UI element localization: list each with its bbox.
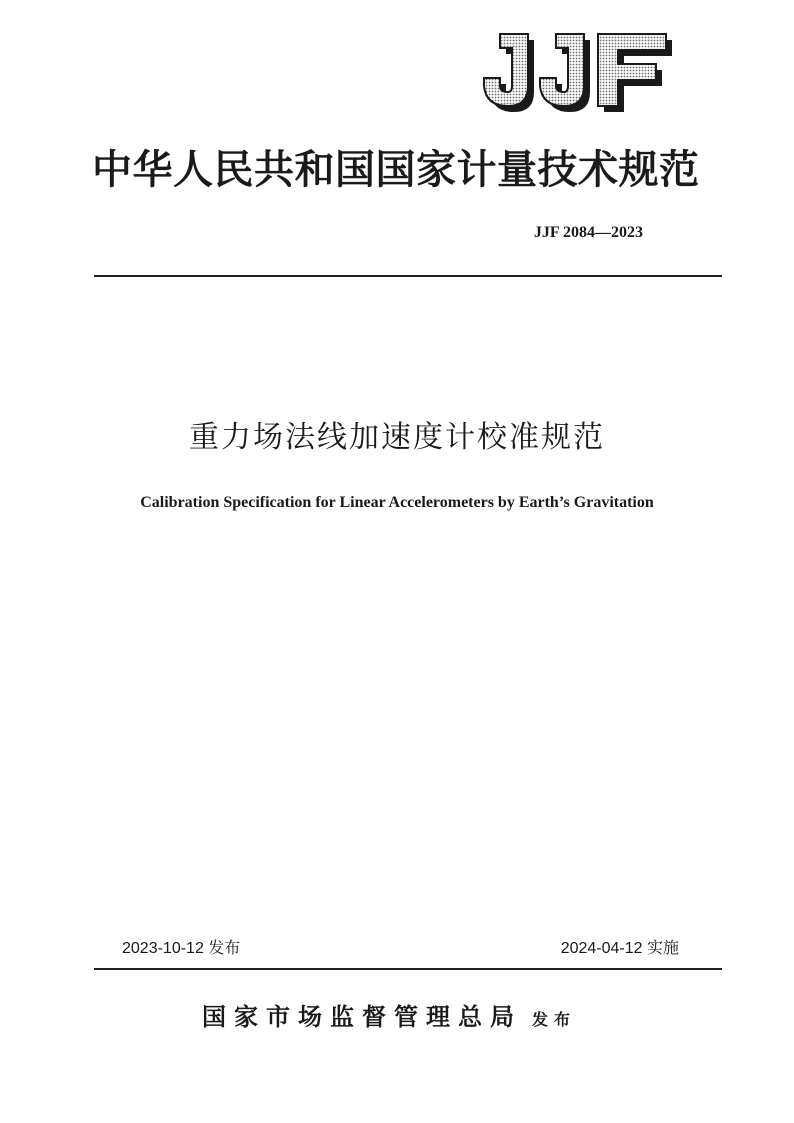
implementation-date: 2024-04-12 实施	[560, 940, 679, 957]
standard-code: JJF 2084—2023	[533, 224, 643, 241]
jjf-logo-graphic	[476, 30, 676, 114]
document-title-chinese: 重力场法线加速度计校准规范	[189, 420, 605, 455]
jjf-logo	[476, 30, 676, 114]
document-title-english: Calibration Specification for Linear Accelerometers by Earth’s Gravitation	[140, 494, 654, 511]
issue-date: 2023-10-12 发布	[122, 940, 241, 957]
top-divider	[94, 275, 722, 277]
standard-category-title: 中华人民共和国国家计量技术规范	[92, 146, 700, 193]
publisher-name: 国家市场监督管理总局	[202, 1002, 522, 1031]
publisher-action: 发布	[532, 1010, 577, 1029]
publisher-line	[202, 1000, 576, 1037]
bottom-divider	[94, 968, 722, 970]
